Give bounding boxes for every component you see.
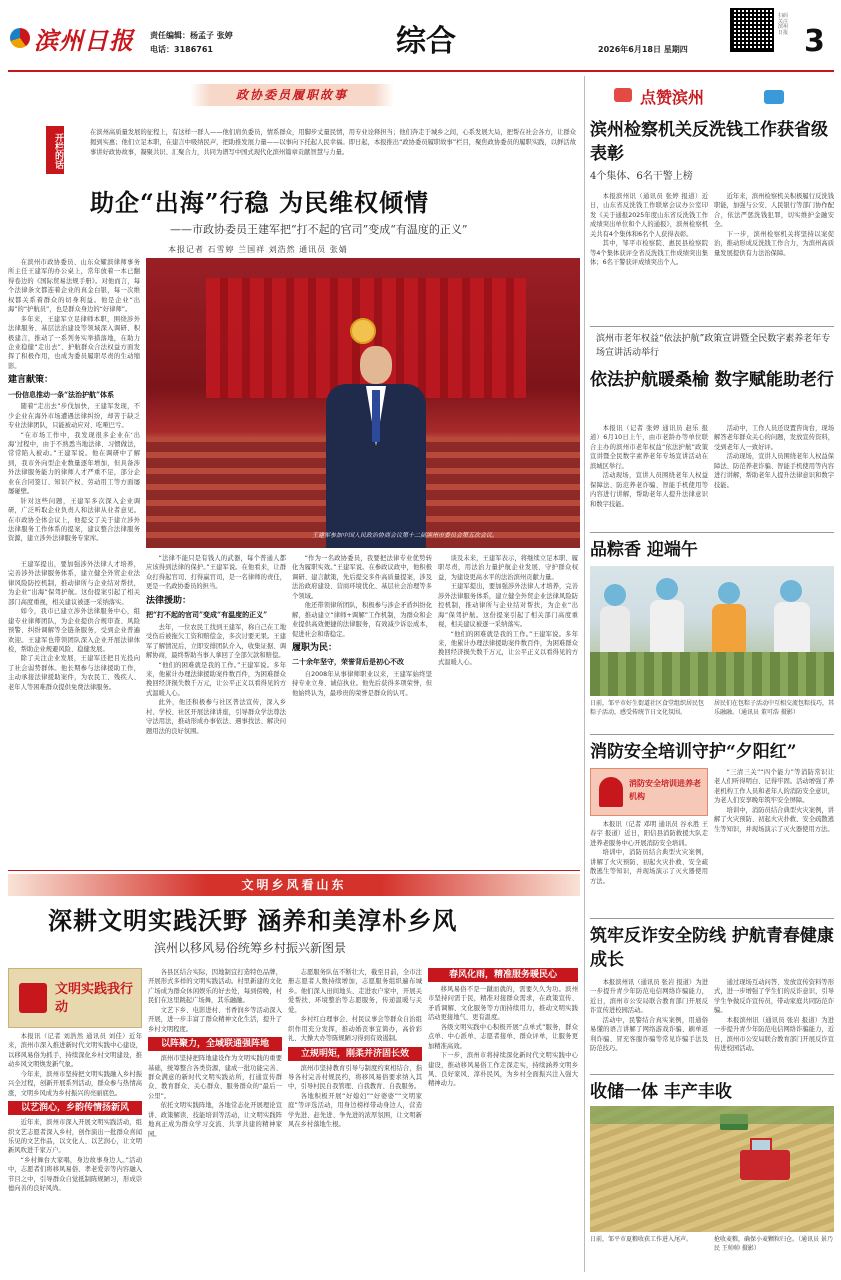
paragraph: 乡村红白理事会、村民议事会等群众自治组织作用充分发挥，推动婚丧事宜简办，高价彩礼、大操大办等陈规陋习得到有效遏制。 bbox=[288, 1016, 422, 1043]
paragraph: 移风易俗不是一蹴而就的，需要久久为功。滨州市坚持问需于民，精准对接群众需求，在政策宣传、矛盾调解、文化服务等方面持续用力，推动文明实践活动更接地气、更有温度。 bbox=[428, 986, 578, 1022]
paragraph: 在滨州市政协委员、山东众耀滨律师事务所主任王建军的办公桌上，常年放着一本已翻得卷边的《国际贸易法规手册》。对他而言，每个法律条文都连着企业的真金白银，每一次维权都关系着群众的切身利益。他是企业“出海”的“护航员”，也是群众身边的“好律师”。 bbox=[8, 259, 140, 314]
paragraph: 各县区结合实际，因地制宜打造特色品牌，开展形式多样的文明实践活动。村里新建的文化广场成为群众休闲娱乐的好去处，每到傍晚，村民们在这里跳起广场舞，其乐融融。 bbox=[148, 969, 282, 1005]
harvest-photo bbox=[590, 1106, 834, 1232]
paragraph: 本报滨州讯（通讯员 张婷 报道）近日，山东省反洗钱工作联席会议办公室印发《关于通报2025年度山东省反洗钱工作成绩突出单位和个人的通报》，滨州检察机关共有4个集体和6名个人获得表彰。 bbox=[590, 193, 708, 238]
lead-subhead-1: 建言献策： bbox=[8, 375, 54, 386]
paragraph: 各级文明实践中心积极开展“点单式”服务，群众点单、中心派单、志愿者接单、群众评单，让服务更加精准高效。 bbox=[428, 1023, 578, 1050]
dianzan-header bbox=[600, 84, 832, 110]
paragraph: 培训中，消防员结合典型火灾案例，讲解了火灾预防、初起火灾扑救、安全疏散逃生等知识，并现场演示了灭火器使用方法。 bbox=[590, 849, 708, 885]
paragraph: 滨州市坚持把阵地建设作为文明实践的重要基础，统筹整合各类资源，建成一批功能完善、群众满意的新时代文明实践站所，打通宣传群众、教育群众、关心群众、服务群众的“最后一公里”。 bbox=[148, 1055, 282, 1100]
section-2-subhead-3: 立规明矩，刚柔并济固长效 bbox=[288, 1047, 422, 1061]
paragraph: 此外，他还积极参与社区普法宣传，深入乡村、学校、社区开展法律讲座，引导群众学法尊法守法用法，推动形成办事依法、遇事找法、解决问题用法的良好氛围。 bbox=[146, 699, 286, 735]
article-2-text-b bbox=[714, 424, 834, 528]
lead-headline: 助企“出海”行稳 为民维权倾情 bbox=[90, 188, 429, 217]
lead-column-1 bbox=[8, 258, 140, 558]
intro-tag: 开栏的话 bbox=[46, 126, 64, 174]
article-2-text-a bbox=[590, 424, 708, 528]
paragraph: “他们的困难就是我的工作。”王建军说。多年来，他累计办理法律援助案件数百件，为困难群众挽回经济损失数千万元，让公平正义以看得见的方式温暖人心。 bbox=[146, 661, 286, 697]
paragraph: 近年来，滨州市深入开展文明实践活动，组织文艺志愿者深入乡村，创作演出一批群众喜闻乐见的文艺作品，以文化人、以艺润心，让文明新风吹进千家万户。 bbox=[8, 1119, 142, 1155]
lead-byline: 本报记者 石雪婷 兰国祥 刘浩然 通讯员 张婧 bbox=[168, 245, 348, 254]
paragraph: 活动现场，宣讲人员围绕老年人权益保障法、防范养老诈骗、智能手机使用等内容进行讲解，帮助老年人提升法律意识和数字技能。 bbox=[714, 453, 834, 489]
lead-subhead-3: 履职为民： bbox=[292, 642, 338, 653]
paragraph: 除了关注企业发展，王建军还把目光投向了社会弱势群体。他长期参与法律援助工作，主动承接法律援助案件，为农民工、残疾人、老年人等困难群众提供免费法律服务。 bbox=[8, 655, 140, 691]
paragraph: 他还带领律所团队，积极参与涉企矛盾纠纷化解，推动建立“律师+调解”工作机制，为群众和企业提供高效便捷的法律服务，有效减少诉讼成本，促进社会和谐稳定。 bbox=[292, 602, 432, 638]
divider-2 bbox=[590, 532, 834, 533]
paragraph: 本报讯（记者 邓明 通讯员 谷永胜 王春宇 报道）近日，阳信县消防救援大队走进养老服务中心开展消防安全培训。 bbox=[590, 821, 708, 847]
paragraph: 本报讯（记者 张婷 通讯员 赵乐 报道）6月10日上午，由市老龄办等单位联合主办的滨州市老年权益“依法护航”政策宣讲暨全民数字素养老年专场宣讲活动在滨城区举行。 bbox=[590, 425, 708, 470]
paragraph: 本报滨州讯（通讯员 张岩 报道）为进一步提升青少年防范电信网络诈骗能力，近日，滨州市公安局联合教育部门开展反诈宣传进校园活动。 bbox=[714, 1016, 834, 1053]
civilization-logo-icon bbox=[19, 983, 47, 1013]
paragraph: 王建军提出，要加强涉外法律人才培养，完善涉外法律服务体系，建立健全外贸企业法律风险防控机制，推动律所与企业结对帮扶，为企业“出海”保驾护航。这份提案引起了相关部门高度重视，相关建议被逐一采纳落实。 bbox=[438, 583, 578, 629]
paragraph: 去年，一位农民工找到王建军，称自己在工地受伤后被拖欠工资和赔偿金，多次讨要无果。王建军了解情况后，立即安排团队介入，收集证据、调解协商，最终帮助当事人拿回了全部欠款和赔偿。 bbox=[146, 623, 286, 660]
section-2-subtitle: 滨州以移风易俗统筹乡村振兴新图景 bbox=[154, 941, 347, 955]
speech-bubble-icon bbox=[614, 88, 632, 102]
chat-bubble-icon bbox=[764, 90, 784, 104]
paragraph: 本报讯（记者 刘浩然 通讯员 刘佳）近年来，滨州市深入推进新时代文明实践中心建设，以移风易俗为抓手，持续深化乡村文明建设，推动乡风文明焕发新气象。 bbox=[8, 1033, 142, 1069]
divider-3 bbox=[590, 734, 834, 735]
lead-subtitle: ——市政协委员王建军把“打不起的官司”变成“有温度的正义” bbox=[170, 223, 468, 236]
paragraph: 活动中，民警结合真实案例，用通俗易懂的语言讲解了网络游戏诈骗、刷单返利诈骗、冒充客服诈骗等常见诈骗手法及防范技巧。 bbox=[590, 1016, 708, 1053]
paragraph: 本报滨州讯（通讯员 张岩 报道）为进一步提升青少年防范电信网络诈骗能力，近日，滨州市公安局联合教育部门开展反诈宣传进校园活动。 bbox=[590, 979, 708, 1015]
zongzi-photo bbox=[590, 566, 834, 696]
paragraph: 多年来，王建军立足律师本职，围绕涉外法律服务、基层法治建设等领域深入调研、积极建言，推动了一系列务实举措落地，在助力企业稳健“走出去”、护航群众合法权益方面发挥了积极作用，也成为委员履职尽责的生动缩影。 bbox=[8, 315, 140, 370]
paragraph: “作为一名政协委员，我要把法律专业优势转化为履职实效。”王建军说。在参政议政中，他积极调研、建言献策，先后提交多件高质量提案，涉及法治政府建设、营商环境优化、基层社会治理等多个领域。 bbox=[292, 555, 432, 600]
zongzi-caption-1: 日前，邹平市好生街道社区食堂组织居民包粽子活动，感受传统节日文化氛围。 bbox=[590, 700, 705, 716]
paragraph: “法律不能只是有钱人的武器，每个普通人都应该得到法律的保护。”王建军说。在他看来，让群众打得起官司、打得赢官司，是一名律师的责任，更是一名政协委员的担当。 bbox=[146, 555, 286, 591]
lead-column-1-cont bbox=[8, 560, 140, 864]
lead-photo-caption: 王建军参加中国人民政治协商会议第十二届滨州市委员会第五次会议。 bbox=[312, 532, 499, 539]
fire-safety-badge-text: 消防安全培训进养老机构 bbox=[629, 779, 701, 801]
paragraph: 随着“走出去”步伐加快，王建军发现，不少企业在海外市场遭遇法律纠纷，却苦于缺乏专业法律团队，只能被动应对、吃哑巴亏。 bbox=[8, 403, 140, 430]
paragraph: 培训中，消防员结合典型火灾案例，讲解了火灾预防、初起火灾扑救、安全疏散逃生等知识，并现场演示了灭火器使用方法。 bbox=[714, 806, 834, 833]
article-1-title: 滨州检察机关反洗钱工作获省级表彰 bbox=[590, 120, 828, 164]
issue-date: 2026年6月18日 星期四 bbox=[598, 45, 688, 54]
paragraph: 如今，我市已建立涉外法律服务中心，组建专业律师团队，为企业提供合规审查、风险预警、纠纷调解等全链条服务，受到企业普遍欢迎。王建军也带领团队深入企业开展法律体检，帮助企业规避风险、稳健发展。 bbox=[8, 608, 140, 653]
article-6-title: 收储一体 丰产丰收 bbox=[590, 1082, 732, 1102]
paragraph: 通过现场互动问答、发放宣传资料等形式，进一步增强了学生们的反诈意识，引导学生争做反诈宣传员，带动家庭共同防范诈骗。 bbox=[714, 979, 834, 1015]
masthead bbox=[8, 6, 834, 66]
paragraph: 针对这些问题，王建军多次深入企业调研，广泛听取企业负责人和法律从业者意见。在市政协全体会议上，他提交了关于建立涉外法律服务工作体系的提案，建议整合法律服务资源，建立涉外法律服务专家库。 bbox=[8, 497, 140, 543]
phone-line: 电话：3186761 bbox=[150, 45, 213, 54]
paragraph: 下一步，滨州市将持续深化新时代文明实践中心建设，推动移风易俗工作走深走实，持续涵养文明乡风、良好家风、淳朴民风，为乡村全面振兴注入强大精神动力。 bbox=[428, 1052, 578, 1088]
section-rule bbox=[8, 870, 580, 871]
header-rule bbox=[8, 70, 834, 72]
article-4-title: 消防安全培训守护“夕阳红” bbox=[590, 742, 797, 762]
paragraph: 各地积极开展“好媳妇”“好婆婆”“文明家庭”等评选活动，用身边榜样带动身边人，营造学先进、赶先进、争先进的浓厚氛围，让文明新风在乡村落地生根。 bbox=[288, 1092, 422, 1129]
paragraph: 活动中，工作人员还设置咨询台，现场解答老年群众关心的问题，发放宣传资料，受到老年人一致好评。 bbox=[714, 425, 834, 451]
paragraph: 王建军提出，要加强涉外法律人才培养，完善涉外法律服务体系，建立健全外贸企业法律风险防控机制，推动律所与企业结对帮扶，为企业“出海”保驾护航。这份提案引起了相关部门高度重视，相关建议被逐一采纳落实。 bbox=[8, 561, 140, 606]
article-5-title: 筑牢反诈安全防线 护航青春健康成长 bbox=[590, 926, 834, 970]
section-2-headline: 深耕文明实践沃野 涵养和美淳朴乡风 bbox=[48, 906, 458, 935]
article-3-title: 品粽香 迎端午 bbox=[590, 540, 698, 560]
paragraph: “乡村舞台大家唱，身边故事身边人。”活动中，志愿者们将移风易俗、孝老爱亲等内容融入节目之中，引导群众自觉抵制陈规陋习，形成崇德向善的良好风尚。 bbox=[8, 1156, 142, 1193]
civilization-logo-text: 文明实践我行动 bbox=[55, 982, 134, 1015]
emblem-icon bbox=[350, 318, 376, 344]
lead-column-2 bbox=[146, 554, 286, 864]
article-5-text-b bbox=[714, 978, 834, 1072]
paragraph: 文艺下乡、电影进村、书香润乡等活动深入开展，进一步丰富了群众精神文化生活，提升了乡村文明程度。 bbox=[148, 1006, 282, 1033]
section-2-column-1 bbox=[8, 1032, 142, 1272]
section-2-column-4 bbox=[428, 968, 578, 1272]
harvest-caption-1: 日前，邹平市夏粮收获工作进入尾声。 bbox=[590, 1236, 693, 1243]
lead-column-3 bbox=[292, 554, 432, 864]
paragraph: “在市场工作中，我发现很多企业在‘出海’过程中，由于不熟悉当地法律、习惯做法，常常陷入被动。”王建军说。他在调研中了解到，我市外向型企业数量逐年增加，但具备涉外法律服务能力的律师人才严重不足，部分企业在合同签订、知识产权、劳动用工等方面屡屡碰壁。 bbox=[8, 431, 140, 496]
section-2-subhead-2: 以阵聚力，全域联通强阵地 bbox=[148, 1037, 282, 1051]
person-figure bbox=[324, 346, 428, 548]
paragraph: 下一步，滨州检察机关将坚持以案促治，推动形成反洗钱工作合力，为滨州高质量发展提供有力法治保障。 bbox=[714, 230, 834, 257]
lead-photo bbox=[146, 258, 580, 548]
divider-1 bbox=[590, 326, 834, 327]
paragraph: 其中，邹平市检察院、惠民县检察院等4个集体获评全省反洗钱工作成绩突出集体；6名干警获评成绩突出个人。 bbox=[590, 240, 708, 267]
article-5-text-a bbox=[590, 978, 708, 1072]
article-1-text-b bbox=[714, 192, 834, 322]
section-2-column-3 bbox=[288, 968, 422, 1272]
qr-code-icon[interactable] bbox=[730, 8, 774, 52]
fire-safety-badge bbox=[590, 768, 708, 816]
paragraph: 今年来，滨州市坚持把文明实践融入乡村振兴全过程，创新开展系列活动，群众参与热情高涨，文明乡风成为乡村振兴的亮丽底色。 bbox=[8, 1070, 142, 1097]
section-2-subhead-4: 春风化雨，精准服务暖民心 bbox=[428, 968, 578, 982]
paragraph: 谈及未来，王建军表示，将继续立足本职、履职尽责，用法治力量护航企业发展、守护群众权益，为建设更高水平的法治滨州贡献力量。 bbox=[438, 555, 578, 581]
column-divider bbox=[584, 76, 585, 1272]
newspaper-logo: 滨州日报 bbox=[34, 26, 134, 55]
paragraph: 近年来，滨州检察机关积极履行反洗钱职能，加强与公安、人民银行等部门协作配合，依法严惩洗钱犯罪，切实维护金融安全。 bbox=[714, 193, 834, 229]
section-2-subhead-1: 以艺润心，乡韵传情扬新风 bbox=[8, 1101, 142, 1115]
paragraph: “他们的困难就是我的工作。”王建军说。多年来，他累计办理法律援助案件数百件，为困难群众挽回经济损失数千万元，让公平正义以看得见的方式温暖人心。 bbox=[438, 630, 578, 666]
zongzi-caption-2: 居民们在包粽子活动中互相交流包粽技巧，其乐融融。（通讯员 董可浩 摄影） bbox=[714, 700, 835, 716]
article-4-text-b bbox=[714, 768, 834, 916]
divider-4 bbox=[590, 918, 834, 919]
paragraph: “三清三关”“四个能力”等消防常识让老人们听得明白、记得牢固。活动增强了养老机构工作人员和老年人的消防安全意识，为老人们安享晚年筑牢安全屏障。 bbox=[714, 769, 834, 805]
page-section-title: 综合 bbox=[396, 24, 456, 59]
editor-line: 责任编辑：杨孟子 张婷 bbox=[150, 31, 233, 40]
article-2-kicker: 滨州市老年权益“依法护航”政策宣讲暨全民数字素养老年专场宣讲活动举行 bbox=[596, 334, 831, 358]
intro-text: 在滨州高质量发展的征程上，有这样一群人——他们肩负委员，情系群众，用脚步丈量民情，用专业诠释担当；他们奔走于城乡之间，心系发展大局，把帮在社会各方，让群众揭到实惠；他们立足本职，在建言中吸纳民声，把助推发展力量——以事向下托起人民幸福。即日起，本报推出“政协委员履职故事”栏目，聚焦政协委员的履职实践，以鲜活故事讲好政协故事，凝聚共识、汇聚合力，共同为谱写中国式现代化滨州篇章贡献智慧与力量。 bbox=[90, 129, 576, 156]
lead-subhead-2-line: 把“打不起的官司”变成“有温度的正义” bbox=[146, 610, 268, 620]
firefighter-icon bbox=[599, 777, 623, 807]
divider-5 bbox=[590, 1074, 834, 1075]
qr-caption: 扫码关注滨州日报 bbox=[778, 13, 789, 36]
newspaper-logo-icon bbox=[10, 28, 30, 48]
harvest-caption-2: 抢收麦粮，确保小麦颗粒归仓。（通讯员 景乃民 王帅帅 摄影） bbox=[714, 1236, 833, 1252]
paragraph: 滨州市坚持教育引导与制度约束相结合，指导各村完善村规民约，将移风易俗要求纳入其中，引导村民自我管理、自我教育、自我服务。 bbox=[288, 1064, 422, 1091]
lead-subhead-2: 法律援助： bbox=[146, 595, 192, 606]
article-2-title: 依法护航暖桑榆 数字赋能助老行 bbox=[590, 370, 834, 390]
civilization-logo bbox=[8, 968, 142, 1028]
lead-subhead-3-line: 二十余年坚守，荣誉背后是初心不改 bbox=[292, 657, 404, 667]
column-banner bbox=[190, 84, 394, 106]
lead-column-4 bbox=[438, 554, 578, 864]
paragraph: 活动现场，宣讲人员围绕老年人权益保障法、防范养老诈骗、智能手机使用等内容进行讲解，帮助老年人提升法律意识和数字技能。 bbox=[590, 472, 708, 508]
article-4-text-a bbox=[590, 820, 708, 916]
paragraph: 志愿服务队伍不断壮大，截至目前，全市注册志愿者人数持续增加，志愿服务组织遍布城乡。他们深入田间地头、走进农户家中，开展关爱帮扶、环境整治等志愿服务，传递温暖与关爱。 bbox=[288, 969, 422, 1014]
article-1-subtitle: 4个集体、6名干警上榜 bbox=[590, 171, 693, 182]
paragraph: 自2008年从事律师职业以来，王建军始终坚持专业立身、诚信执业。他先后获得多项荣誉，但他始终认为，最珍贵的荣誉是群众的认可。 bbox=[292, 670, 432, 697]
section-2-column-2 bbox=[148, 968, 282, 1272]
article-1-text-a bbox=[590, 192, 708, 322]
section-2-banner bbox=[8, 874, 580, 896]
column-banner-text: 政协委员履职故事 bbox=[235, 88, 348, 102]
dianzan-title: 点赞滨州 bbox=[640, 88, 705, 107]
harvester-icon bbox=[740, 1150, 790, 1180]
lead-subhead-1-line: 一份信息推动一条“法治护航”体系 bbox=[8, 389, 115, 399]
paragraph: 依托文明实践阵地，各地常态化开展理论宣讲、政策解读、技能培训等活动，让文明实践阵地真正成为群众学习交流、共享共建的精神家园。 bbox=[148, 1102, 282, 1138]
section-2-tag: 文明乡风看山东 bbox=[241, 878, 347, 892]
page-number: 3 bbox=[804, 24, 825, 59]
